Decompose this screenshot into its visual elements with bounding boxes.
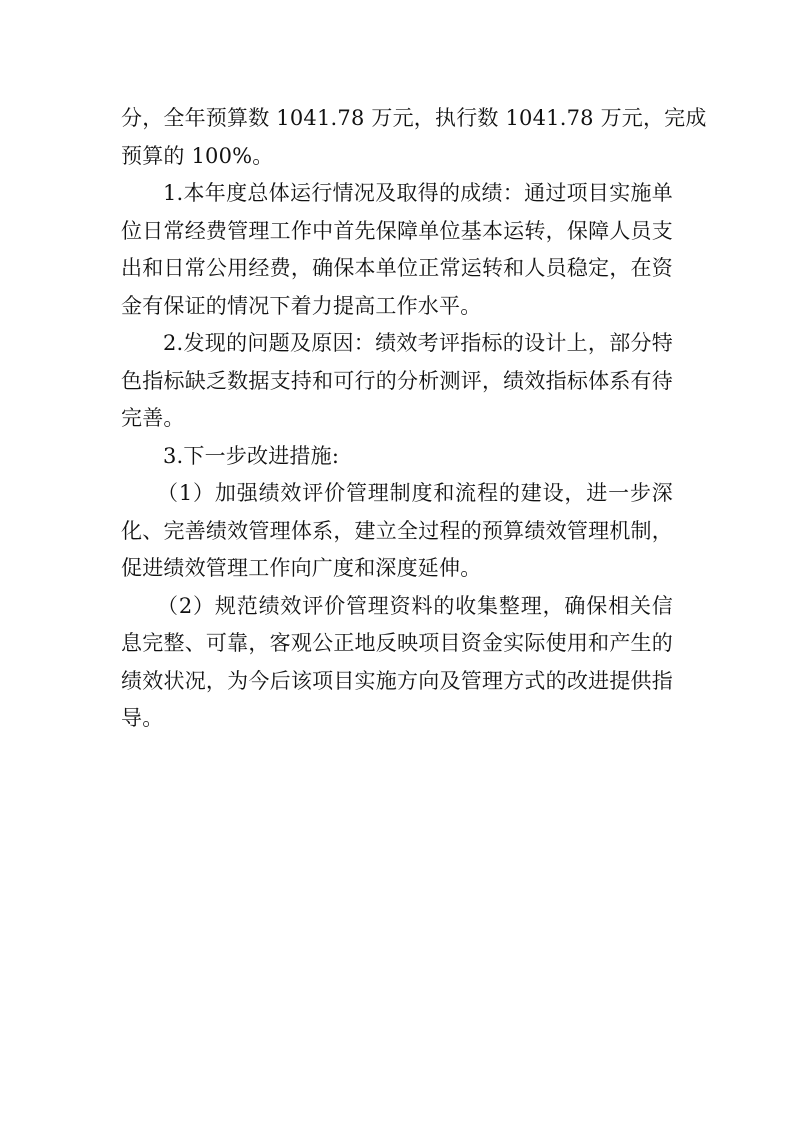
text-line: 金有保证的情况下着力提高工作水平。 xyxy=(121,293,482,318)
document-body xyxy=(121,100,707,738)
text-line: 导。 xyxy=(121,706,164,730)
text-line: 预算的 100%。 xyxy=(121,143,274,168)
text-line: 出和日常公用经费，确保本单位正常运转和人员稳定，在资 xyxy=(121,256,673,280)
paragraph-heading-line: 2.发现的问题及原因：绩效考评指标的设计上，部分特 xyxy=(163,331,673,355)
list-item-line: （1）加强绩效评价管理制度和流程的建设，进一步深 xyxy=(157,481,673,505)
text-line: 绩效状况，为今后该项目实施方向及管理方式的改进提供指 xyxy=(121,668,673,693)
text-line: 分，全年预算数 1041.78 万元，执行数 1041.78 万元，完成 xyxy=(121,106,707,130)
paragraph-heading-line: 3.下一步改进措施: xyxy=(163,443,340,468)
text-line: 化、完善绩效管理体系，建立全过程的预算绩效管理机制， xyxy=(121,518,673,543)
text-line: 完善。 xyxy=(121,406,185,430)
text-line: 促进绩效管理工作向广度和深度延伸。 xyxy=(121,556,482,580)
text-line: 色指标缺乏数据支持和可行的分析测评，绩效指标体系有待 xyxy=(121,368,673,393)
paragraph-heading-line: 1.本年度总体运行情况及取得的成绩：通过项目实施单 xyxy=(163,181,673,205)
text-line: 息完整、可靠，客观公正地反映项目资金实际使用和产生的 xyxy=(121,631,673,655)
text-line: 位日常经费管理工作中首先保障单位基本运转，保障人员支 xyxy=(121,218,673,243)
list-item-line: （2）规范绩效评价管理资料的收集整理，确保相关信 xyxy=(157,593,673,618)
